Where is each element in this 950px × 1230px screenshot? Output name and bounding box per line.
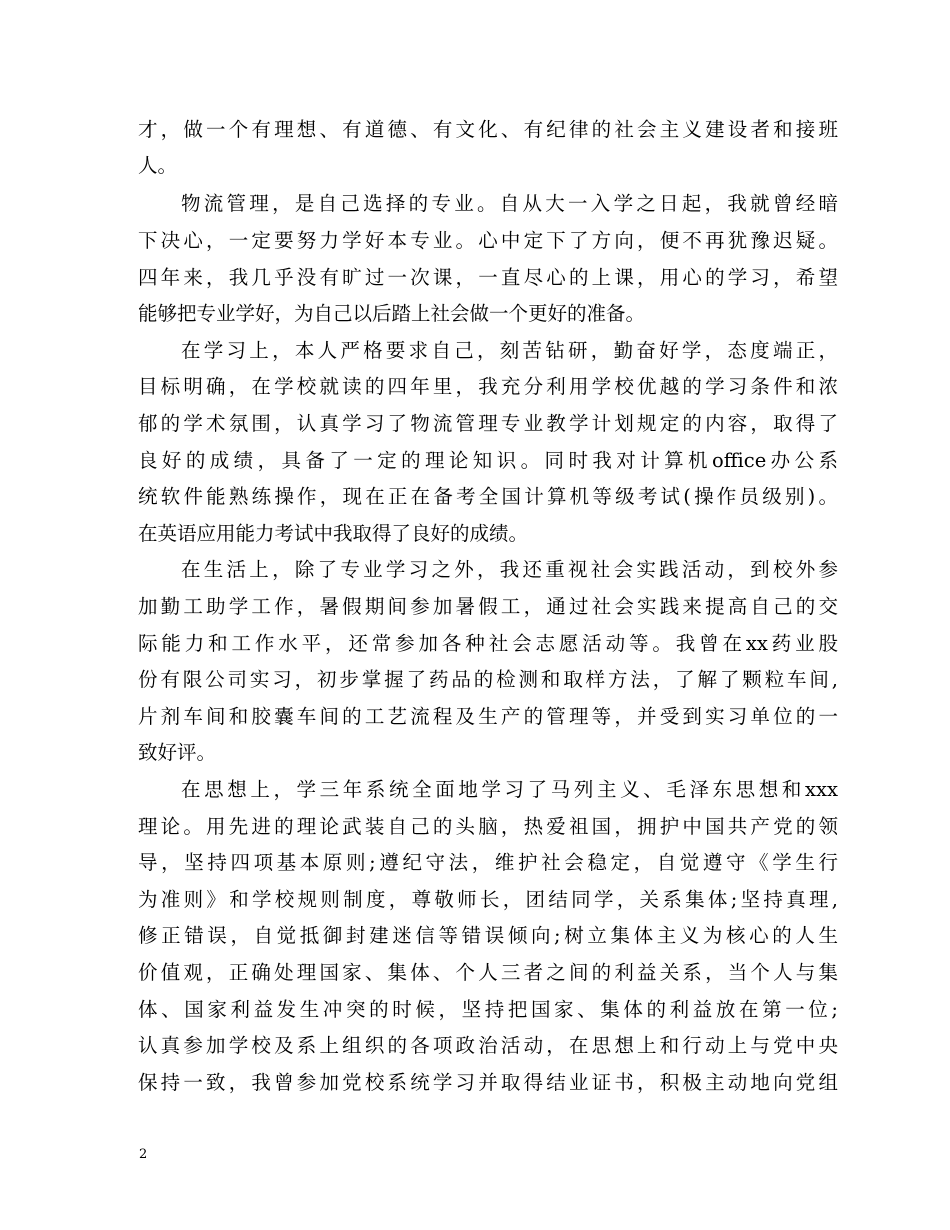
text-line: 份有限公司实习，初步掌握了药品的检测和取样方法，了解了颗粒车间, [138,668,838,691]
text-line: 在英语应用能力考试中我取得了良好的成绩。 [138,522,529,545]
text-line: 导，坚持四项基本原则;遵纪守法，维护社会稳定，自觉遵守《学生行 [138,851,838,874]
text-line: 际能力和工作水平，还常参加各种社会志愿活动等。我曾在xx药业股 [138,632,838,655]
text-line: 加勤工助学工作，暑假期间参加暑假工，通过社会实践来提高自己的交 [138,595,838,618]
text-line: 四年来，我几乎没有旷过一次课，一直尽心的上课，用心的学习，希望 [138,266,838,289]
text-line: 保持一致，我曾参加党校系统学习并取得结业证书，积极主动地向党组 [138,1071,838,1094]
text-line: 认真参加学校及系上组织的各项政治活动，在思想上和行动上与党中央 [138,1034,838,1057]
paragraph-first-line: 在学习上，本人严格要求自己，刻苦钻研，勤奋好学，态度端正， [181,339,838,362]
text-line: 价值观，正确处理国家、集体、个人三者之间的利益关系，当个人与集 [138,961,838,984]
text-line: 为准则》和学校规则制度，尊敬师长，团结同学，关系集体;坚持真理, [138,888,838,911]
text-line: 统软件能熟练操作，现在正在备考全国计算机等级考试(操作员级别)。 [138,485,838,508]
text-line: 郁的学术氛围，认真学习了物流管理专业教学计划规定的内容，取得了 [138,412,838,435]
text-line: 致好评。 [138,741,217,764]
text-line: 理论。用先进的理论武装自己的头脑，热爱祖国，拥护中国共产党的领 [138,815,838,838]
text-line: 才，做一个有理想、有道德、有文化、有纪律的社会主义建设者和接班 [138,118,838,141]
paragraph-first-line: 在思想上，学三年系统全面地学习了马列主义、毛泽东思想和xxx [181,778,838,801]
text-line: 下决心，一定要努力学好本专业。心中定下了方向，便不再犹豫迟疑。 [138,229,838,252]
paragraph-first-line: 在生活上，除了专业学习之外，我还重视社会实践活动，到校外参 [181,558,838,581]
text-line: 人。 [138,154,178,177]
paragraph-first-line: 物流管理，是自己选择的专业。自从大一入学之日起，我就曾经暗 [181,192,838,215]
page-number: 2 [139,1147,148,1162]
text-line: 良好的成绩，具备了一定的理论知识。同时我对计算机office办公系 [138,449,838,472]
text-line: 体、国家利益发生冲突的时候，坚持把国家、集体的利益放在第一位; [138,998,838,1021]
text-line: 片剂车间和胶囊车间的工艺流程及生产的管理等，并受到实习单位的一 [138,705,838,728]
text-line: 目标明确，在学校就读的四年里，我充分利用学校优越的学习条件和浓 [138,375,838,398]
text-line: 修正错误，自觉抵御封建迷信等错误倾向;树立集体主义为核心的人生 [138,924,838,947]
text-line: 能够把专业学好，为自己以后踏上社会做一个更好的准备。 [138,302,646,325]
